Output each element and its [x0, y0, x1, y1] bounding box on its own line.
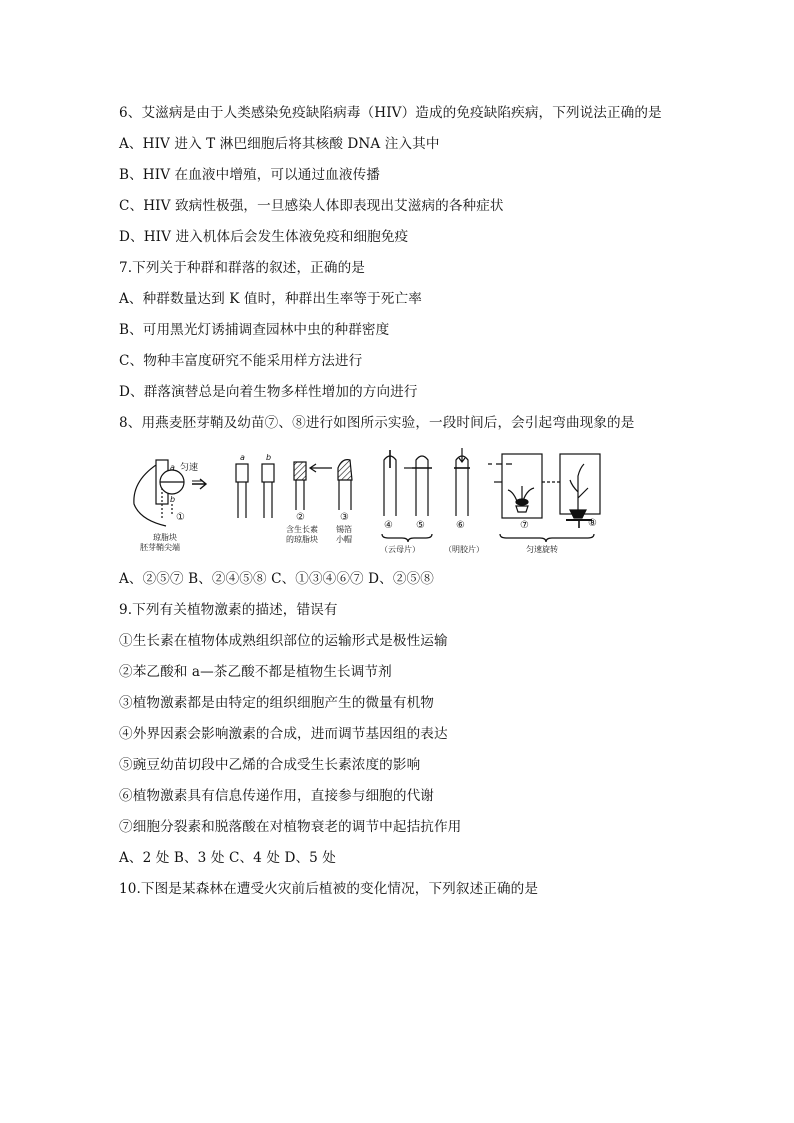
label-b: b	[170, 495, 176, 504]
setup-2-auxin-agar	[294, 462, 332, 510]
q9-stem: 9.下列有关植物激素的描述，错误有	[119, 602, 338, 618]
q9-item-6: ⑥植物激素具有信息传递作用，直接参与细胞的代谢	[119, 788, 434, 804]
q10-stem: 10.下图是某森林在遭受火灾前后植被的变化情况，下列叙述正确的是	[119, 881, 539, 897]
coleoptile-experiment-figure	[126, 446, 604, 558]
label-a: a	[170, 463, 175, 472]
label-gelatin: （明胶片）	[444, 545, 484, 554]
q7-option-c: C、物种丰富度研究不能采用样方法进行	[119, 353, 363, 369]
q9-item-1: ①生长素在植物体成熟组织部位的运输形式是极性运输	[119, 633, 448, 649]
q6-stem: 6、艾滋病是由于人类感染免疫缺陷病毒（HIV）造成的免疫缺陷疾病，下列说法正确的是	[119, 105, 662, 121]
q9-item-2: ②苯乙酸和 a—茶乙酸不都是植物生长调节剂	[119, 664, 392, 680]
q9-item-3: ③植物激素都是由特定的组织细胞产生的微量有机物	[119, 695, 434, 711]
q9-item-5: ⑤豌豆幼苗切段中乙烯的合成受生长素浓度的影响	[119, 757, 421, 773]
q6-option-d: D、HIV 进入机体后会发生体液免疫和细胞免疫	[119, 229, 409, 245]
num-5: ⑤	[416, 520, 425, 531]
setup-3-foil-cap	[338, 460, 352, 510]
label-agar-block: 琼脂块	[153, 533, 177, 542]
label-uniform-rotate: 匀速旋转	[526, 545, 558, 554]
q8-options: A、②⑤⑦ B、②④⑤⑧ C、①③④⑥⑦ D、②⑤⑧	[119, 571, 434, 587]
setup-8-turntable-plant	[542, 454, 600, 528]
label-foil-cap-line1: 锡箔	[336, 525, 352, 534]
q9-item-7: ⑦细胞分裂素和脱落酸在对植物衰老的调节中起拮抗作用	[119, 819, 462, 835]
setup-4-5-mica	[384, 450, 432, 516]
q9-options: A、2 处 B、3 处 C、4 处 D、5 处	[119, 850, 336, 866]
q7-option-b: B、可用黑光灯诱捕调查园林中虫的种群密度	[119, 322, 390, 338]
q6-option-c: C、HIV 致病性极强，一旦感染人体即表现出艾滋病的各种症状	[119, 198, 504, 214]
label-auxin-agar-line1: 含生长素	[286, 525, 318, 534]
setup-ab-stems	[236, 464, 274, 518]
q7-stem: 7.下列关于种群和群落的叙述，正确的是	[119, 260, 365, 276]
q9-item-4: ④外界因素会影响激素的合成，进而调节基因组的表达	[119, 726, 448, 742]
q6-option-b: B、HIV 在血液中增殖，可以通过血液传播	[119, 167, 380, 183]
num-4: ④	[384, 520, 393, 531]
brace-rotate	[500, 534, 594, 542]
label-a-stem: a	[240, 453, 245, 462]
q7-option-d: D、群落演替总是向着生物多样性增加的方向进行	[119, 384, 418, 400]
num-7: ⑦	[520, 520, 529, 531]
num-2: ②	[296, 512, 305, 523]
num-3: ③	[340, 512, 349, 523]
num-8: ⑧	[588, 518, 597, 529]
label-coleoptile-tip: 胚芽鞘尖端	[140, 543, 180, 552]
q6-option-a: A、HIV 进入 T 淋巴细胞后将其核酸 DNA 注入其中	[119, 136, 440, 152]
brace-mica	[382, 534, 432, 542]
label-b-stem: b	[266, 453, 272, 462]
q8-stem: 8、用燕麦胚芽鞘及幼苗⑦、⑧进行如图所示实验，一段时间后，会引起弯曲现象的是	[119, 415, 635, 431]
num-6: ⑥	[456, 520, 465, 531]
label-foil-cap-line2: 小帽	[336, 535, 352, 544]
setup-7-box-plant	[488, 454, 542, 518]
q7-option-a: A、种群数量达到 K 值时，种群出生率等于死亡率	[119, 291, 422, 307]
num-1: ①	[176, 512, 185, 523]
label-uniform-speed: 匀速	[180, 463, 199, 473]
label-mica: （云母片）	[380, 545, 420, 554]
setup-6-gelatin	[454, 448, 470, 516]
label-auxin-agar-line2: 的琼脂块	[286, 535, 318, 544]
